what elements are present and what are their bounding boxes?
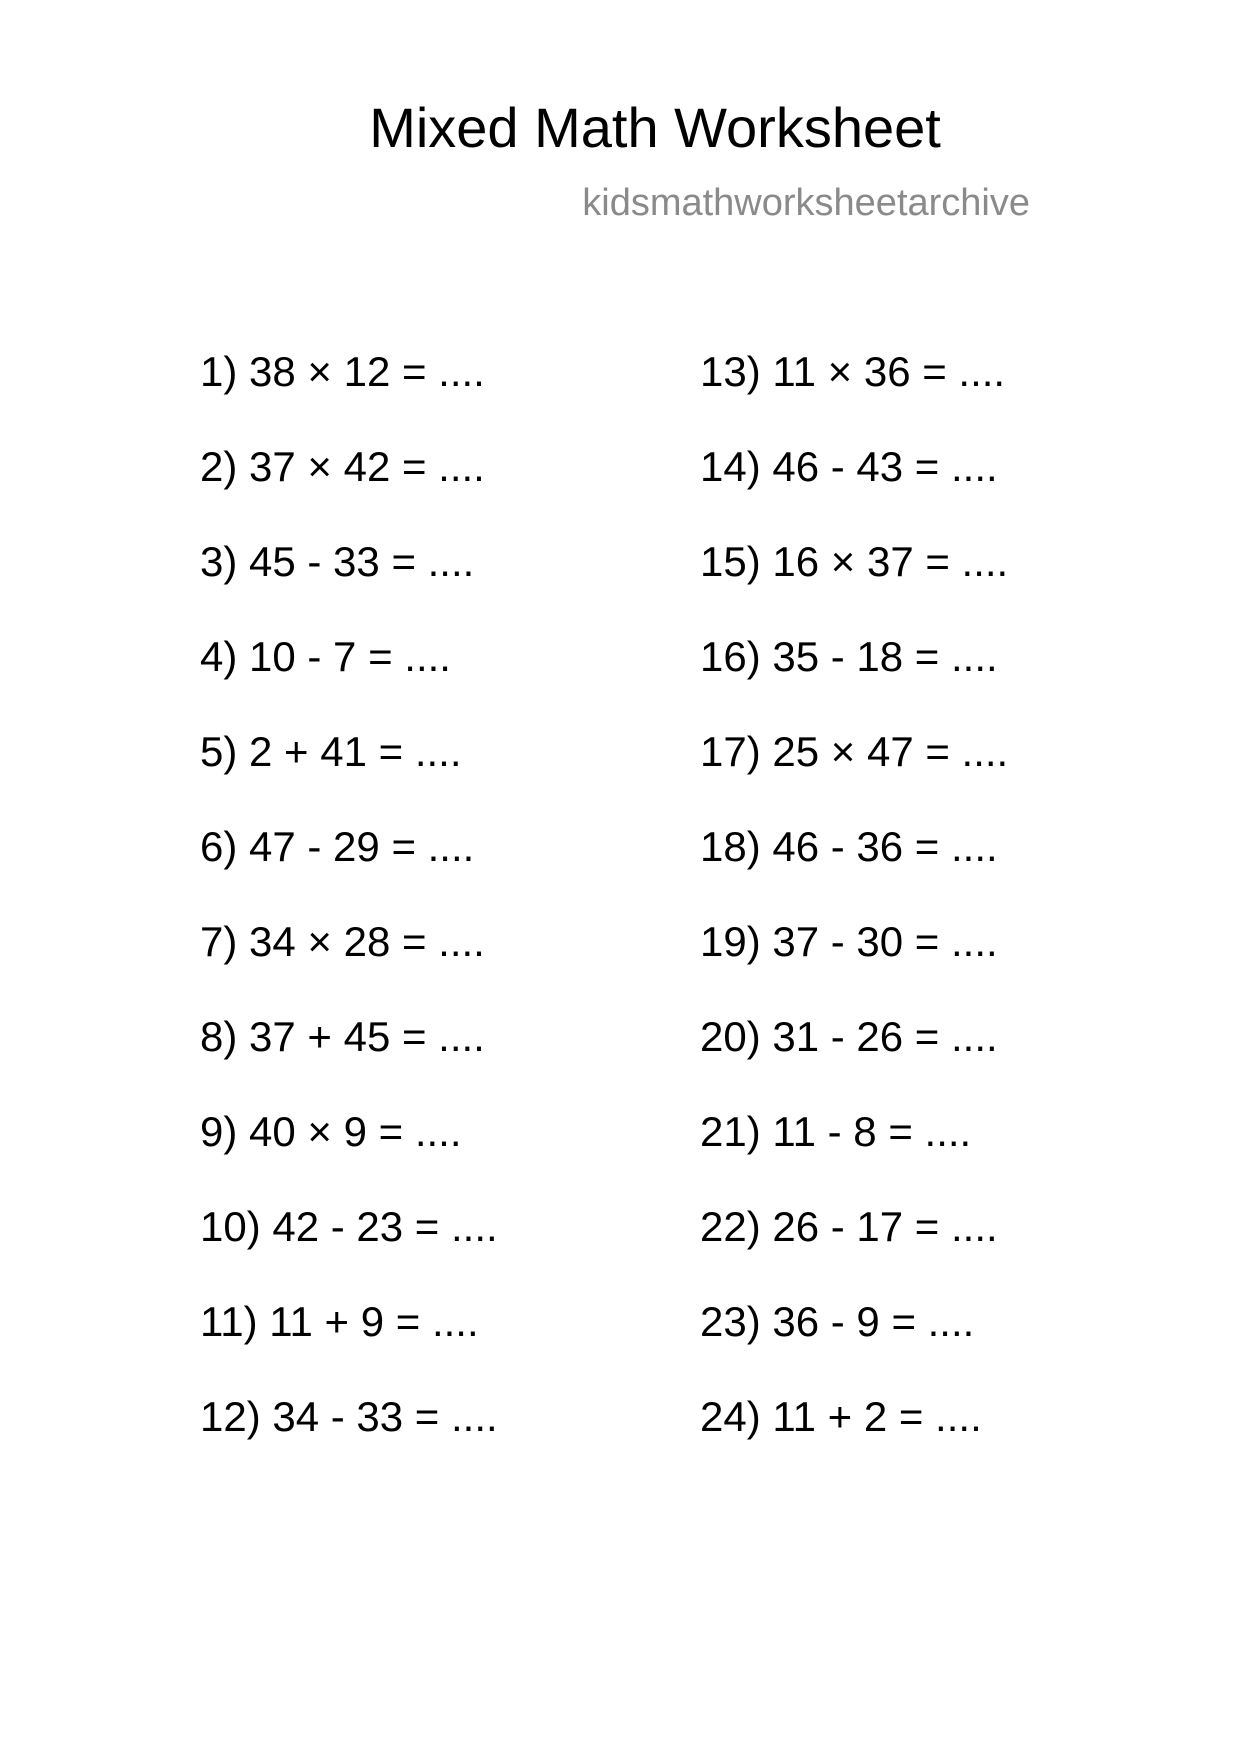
problem-1: 1) 38 × 12 = .... <box>200 348 485 395</box>
problem-8: 8) 37 + 45 = .... <box>200 1013 485 1060</box>
problem-19: 19) 37 - 30 = .... <box>700 918 998 965</box>
problem-column-left <box>200 348 498 1488</box>
problem-10: 10) 42 - 23 = .... <box>200 1203 498 1250</box>
problem-11: 11) 11 + 9 = .... <box>200 1298 479 1345</box>
problem-3: 3) 45 - 33 = .... <box>200 538 475 585</box>
problem-22: 22) 26 - 17 = .... <box>700 1203 998 1250</box>
problem-15: 15) 16 × 37 = .... <box>700 538 1009 585</box>
problem-16: 16) 35 - 18 = .... <box>700 633 998 680</box>
problem-9: 9) 40 × 9 = .... <box>200 1108 462 1155</box>
problem-12: 12) 34 - 33 = .... <box>200 1393 498 1440</box>
problem-21: 21) 11 - 8 = .... <box>700 1108 972 1155</box>
worksheet-title: Mixed Math Worksheet <box>369 96 941 159</box>
problem-18: 18) 46 - 36 = .... <box>700 823 998 870</box>
problem-column-right <box>700 348 1008 1488</box>
problem-17: 17) 25 × 47 = .... <box>700 728 1009 775</box>
problem-14: 14) 46 - 43 = .... <box>700 443 998 490</box>
problem-13: 13) 11 × 36 = .... <box>700 348 1006 395</box>
worksheet-subtitle: kidsmathworksheetarchive <box>582 182 1030 224</box>
problem-23: 23) 36 - 9 = .... <box>700 1298 975 1345</box>
problem-2: 2) 37 × 42 = .... <box>200 443 485 490</box>
problem-7: 7) 34 × 28 = .... <box>200 918 485 965</box>
problem-20: 20) 31 - 26 = .... <box>700 1013 998 1060</box>
problem-4: 4) 10 - 7 = .... <box>200 633 451 680</box>
problem-6: 6) 47 - 29 = .... <box>200 823 475 870</box>
problem-5: 5) 2 + 41 = .... <box>200 728 462 775</box>
problem-24: 24) 11 + 2 = .... <box>700 1393 982 1440</box>
